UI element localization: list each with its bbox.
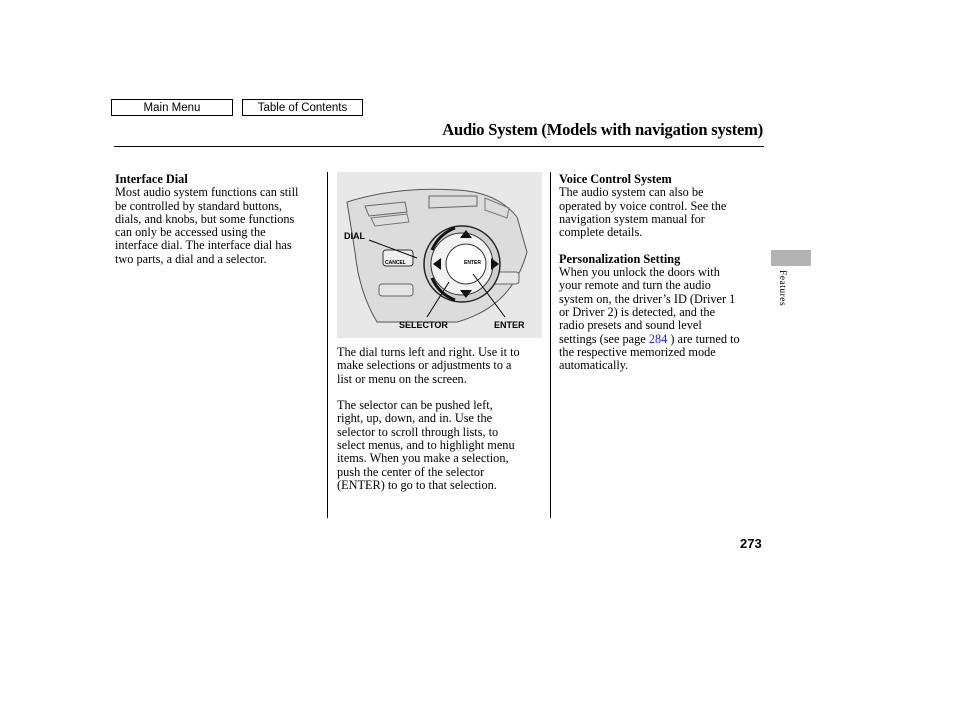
page-title: Audio System (Models with navigation system) — [442, 120, 763, 139]
selector-label: SELECTOR — [399, 320, 448, 330]
dial-drawing — [337, 172, 542, 338]
text-line: select menus, and to highlight menu — [337, 438, 515, 453]
main-menu-button[interactable]: Main Menu — [111, 99, 233, 116]
features-side-label: Features — [777, 270, 787, 307]
dial-label: DIAL — [344, 231, 365, 241]
text-line: make selections or adjustments to a — [337, 358, 512, 373]
text-line: selector to scroll through lists, to — [337, 424, 499, 439]
text-line: two parts, a dial and a selector. — [115, 251, 267, 266]
text-line: right, up, down, and in. Use the — [337, 411, 493, 426]
personalization-heading: Personalization Setting — [559, 251, 681, 266]
text-line: The dial turns left and right. Use it to — [337, 345, 520, 359]
voice-control-heading: Voice Control System — [559, 172, 672, 186]
text-line: be controlled by standard buttons, — [115, 198, 282, 213]
column-divider-left — [327, 172, 328, 518]
text-line: automatically. — [559, 358, 629, 373]
text-line: navigation system manual for — [559, 211, 705, 226]
link-prefix: settings (see page — [559, 331, 649, 346]
text-line: your remote and turn the audio — [559, 278, 711, 293]
text-line: or Driver 2) is detected, and the — [559, 304, 716, 319]
text-line: dials, and knobs, but some functions — [115, 211, 295, 226]
page-284-link[interactable]: 284 — [648, 331, 668, 346]
text-line: The selector can be pushed left, — [337, 398, 493, 413]
text-line: (ENTER) to go to that selection. — [337, 477, 497, 492]
enter-button-label: ENTER — [464, 260, 481, 266]
title-rule — [114, 146, 764, 147]
text-line: can only be accessed using the — [115, 225, 266, 240]
link-suffix: ) are turned to — [667, 331, 740, 346]
page-number: 273 — [740, 536, 762, 551]
enter-label: ENTER — [494, 320, 525, 330]
text-line: The audio system can also be — [559, 185, 704, 200]
column-divider-right — [550, 172, 551, 518]
text-line — [559, 333, 769, 346]
cancel-button-label: CANCEL — [385, 260, 406, 266]
text-line: items. When you make a selection, — [337, 451, 509, 466]
left-column — [115, 173, 323, 266]
text-line: interface dial. The interface dial has — [115, 238, 292, 253]
text-line: radio presets and sound level — [559, 318, 702, 333]
text-line: list or menu on the screen. — [337, 371, 467, 386]
section-tab — [771, 250, 811, 266]
text-line: When you unlock the doors with — [559, 265, 720, 280]
text-line: complete details. — [559, 225, 643, 240]
table-of-contents-button[interactable]: Table of Contents — [242, 99, 363, 116]
interface-dial-heading: Interface Dial — [115, 172, 188, 186]
text-line: operated by voice control. See the — [559, 198, 727, 213]
text-line: the respective memorized mode — [559, 344, 716, 359]
text-line: push the center of the selector — [337, 464, 485, 479]
text-line: Most audio system functions can still — [115, 185, 299, 200]
text-line: system on, the driver’s ID (Driver 1 — [559, 291, 736, 306]
middle-column — [337, 346, 547, 492]
right-column — [559, 173, 769, 372]
interface-dial-illustration — [337, 172, 542, 338]
